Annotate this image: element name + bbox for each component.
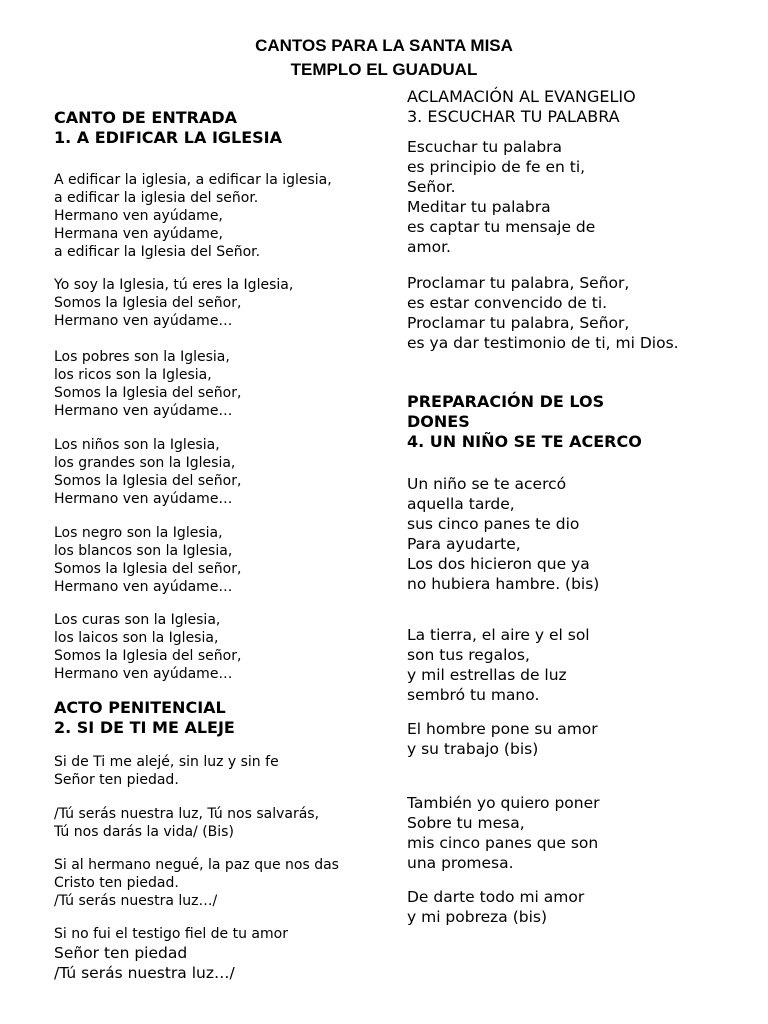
lyric-line: Señor ten piedad.: [54, 772, 179, 788]
section-entrada: CANTO DE ENTRADA: [54, 108, 237, 127]
lyric-line: Somos la Iglesia del señor,: [54, 648, 242, 664]
lyric-line: y mi pobreza (bis): [407, 908, 548, 926]
lyric-line: Hermano ven ayúdame…: [54, 666, 233, 682]
lyric-line: Si de Ti me alejé, sin luz y sin fe: [54, 754, 279, 770]
lyric-line: Tú nos darás la vida/ (Bis): [54, 824, 234, 840]
lyric-line: Somos la Iglesia del señor,: [54, 473, 242, 489]
song-1-stanza-1: [54, 171, 332, 261]
lyric-line: una promesa.: [407, 854, 514, 872]
lyric-line: los grandes son la Iglesia,: [54, 455, 236, 471]
lyric-line: Señor.: [407, 178, 456, 196]
lyric-line: Los negro son la Iglesia,: [54, 525, 223, 541]
lyric-line: Si no fui el testigo fiel de tu amor: [54, 926, 288, 942]
lyric-line: es principio de fe en ti,: [407, 158, 586, 176]
lyric-line: Los curas son la Iglesia,: [54, 612, 221, 628]
song-2-stanza-4: [54, 925, 288, 983]
lyric-line: es ya dar testimonio de ti, mi Dios.: [407, 334, 679, 352]
lyric-line: y su trabajo (bis): [407, 740, 539, 758]
song-3-heading: [407, 87, 636, 127]
lyric-line: Si al hermano negué, la paz que nos das: [54, 857, 339, 873]
song-1-stanza-2: [54, 276, 293, 330]
lyric-line: Señor ten piedad: [54, 944, 188, 962]
lyric-line: Somos la Iglesia del señor,: [54, 385, 242, 401]
song-1-stanza-5: [54, 524, 241, 596]
lyric-line: El hombre pone su amor: [407, 720, 598, 738]
song-4-stanza-5: [407, 887, 584, 927]
section-dones-cont: DONES: [407, 412, 470, 431]
lyric-line: Los dos hicieron que ya: [407, 555, 590, 573]
lyric-line: son tus regalos,: [407, 646, 530, 664]
song-1-stanza-6: [54, 611, 241, 683]
song-3-stanza-2: [407, 273, 679, 353]
lyric-line: y mil estrellas de luz: [407, 666, 567, 684]
document-title: CANTOS PARA LA SANTA MISA: [255, 36, 513, 55]
lyric-line: aquella tarde,: [407, 495, 515, 513]
lyric-line: Hermana ven ayúdame,: [54, 226, 223, 242]
lyric-line: También yo quiero poner: [407, 794, 600, 812]
lyric-line: mis cinco panes que son: [407, 834, 599, 852]
lyric-line: Hermano ven ayúdame…: [54, 313, 233, 329]
lyric-line: los blancos son la Iglesia,: [54, 543, 233, 559]
song-2-stanza-1: [54, 753, 279, 789]
lyric-line: Los niños son la Iglesia,: [54, 437, 220, 453]
lyric-line: Cristo ten piedad.: [54, 875, 179, 891]
lyric-line: Somos la Iglesia del señor,: [54, 561, 242, 577]
lyric-line: Escuchar tu palabra: [407, 138, 563, 156]
lyric-line: Hermano ven ayúdame…: [54, 579, 233, 595]
lyric-line: los ricos son la Iglesia,: [54, 367, 212, 383]
lyric-line: /Tú serás nuestra luz…/: [54, 893, 218, 909]
lyric-line: /Tú serás nuestra luz…/: [54, 964, 235, 982]
lyric-line: Meditar tu palabra: [407, 198, 551, 216]
lyric-line: Hermano ven ayúdame,: [54, 208, 223, 224]
section-penitencial: ACTO PENITENCIAL: [54, 698, 226, 717]
lyric-line: es estar convencido de ti.: [407, 294, 608, 312]
song-1-heading: [54, 108, 282, 148]
song-4-stanza-1: [407, 474, 599, 594]
section-evangelio: ACLAMACIÓN AL EVANGELIO: [407, 87, 636, 106]
lyric-line: /Tú serás nuestra luz, Tú nos salvarás,: [54, 806, 320, 822]
lyric-line: Hermano ven ayúdame…: [54, 403, 233, 419]
song-4-stanza-3: [407, 719, 598, 759]
lyric-line: Sobre tu mesa,: [407, 814, 525, 832]
lyric-line: A edificar la iglesia, a edificar la iglesia,: [54, 172, 332, 188]
lyric-line: sus cinco panes te dio: [407, 515, 580, 533]
lyric-line: La tierra, el aire y el sol: [407, 626, 590, 644]
lyric-line: no hubiera hambre. (bis): [407, 575, 600, 593]
lyric-line: Hermano ven ayúdame…: [54, 491, 233, 507]
lyric-line: es captar tu mensaje de: [407, 218, 596, 236]
lyric-line: Para ayudarte,: [407, 535, 521, 553]
church-name: TEMPLO EL GUADUAL: [290, 60, 478, 79]
song-1-title: 1. A EDIFICAR LA IGLESIA: [54, 128, 283, 147]
song-2-stanza-2: [54, 805, 319, 841]
lyric-line: los laicos son la Iglesia,: [54, 630, 219, 646]
song-4-stanza-2: [407, 625, 590, 705]
lyric-line: Yo soy la Iglesia, tú eres la Iglesia,: [54, 277, 294, 293]
song-4-heading: [407, 392, 642, 452]
song-2-stanza-3: [54, 856, 339, 910]
song-1-stanza-3: [54, 348, 241, 420]
lyric-line: amor.: [407, 238, 451, 256]
lyric-line: a edificar la Iglesia del Señor.: [54, 244, 261, 260]
song-3-stanza-1: [407, 137, 595, 257]
lyric-line: a edificar la iglesia del señor.: [54, 190, 259, 206]
lyric-line: Somos la Iglesia del señor,: [54, 295, 242, 311]
song-4-stanza-4: [407, 793, 600, 873]
song-4-title: 4. UN NIÑO SE TE ACERCO: [407, 432, 642, 451]
song-1-stanza-4: [54, 436, 241, 508]
lyric-line: Un niño se te acercó: [407, 475, 567, 493]
song-2-heading: [54, 698, 235, 738]
song-3-title: 3. ESCUCHAR TU PALABRA: [407, 107, 620, 126]
lyric-line: sembró tu mano.: [407, 686, 540, 704]
lyric-line: De darte todo mi amor: [407, 888, 585, 906]
song-2-title: 2. SI DE TI ME ALEJE: [54, 718, 235, 737]
lyric-line: Proclamar tu palabra, Señor,: [407, 314, 630, 332]
lyric-line: Proclamar tu palabra, Señor,: [407, 274, 630, 292]
lyric-line: Los pobres son la Iglesia,: [54, 349, 230, 365]
section-dones: PREPARACIÓN DE LOS: [407, 392, 605, 411]
